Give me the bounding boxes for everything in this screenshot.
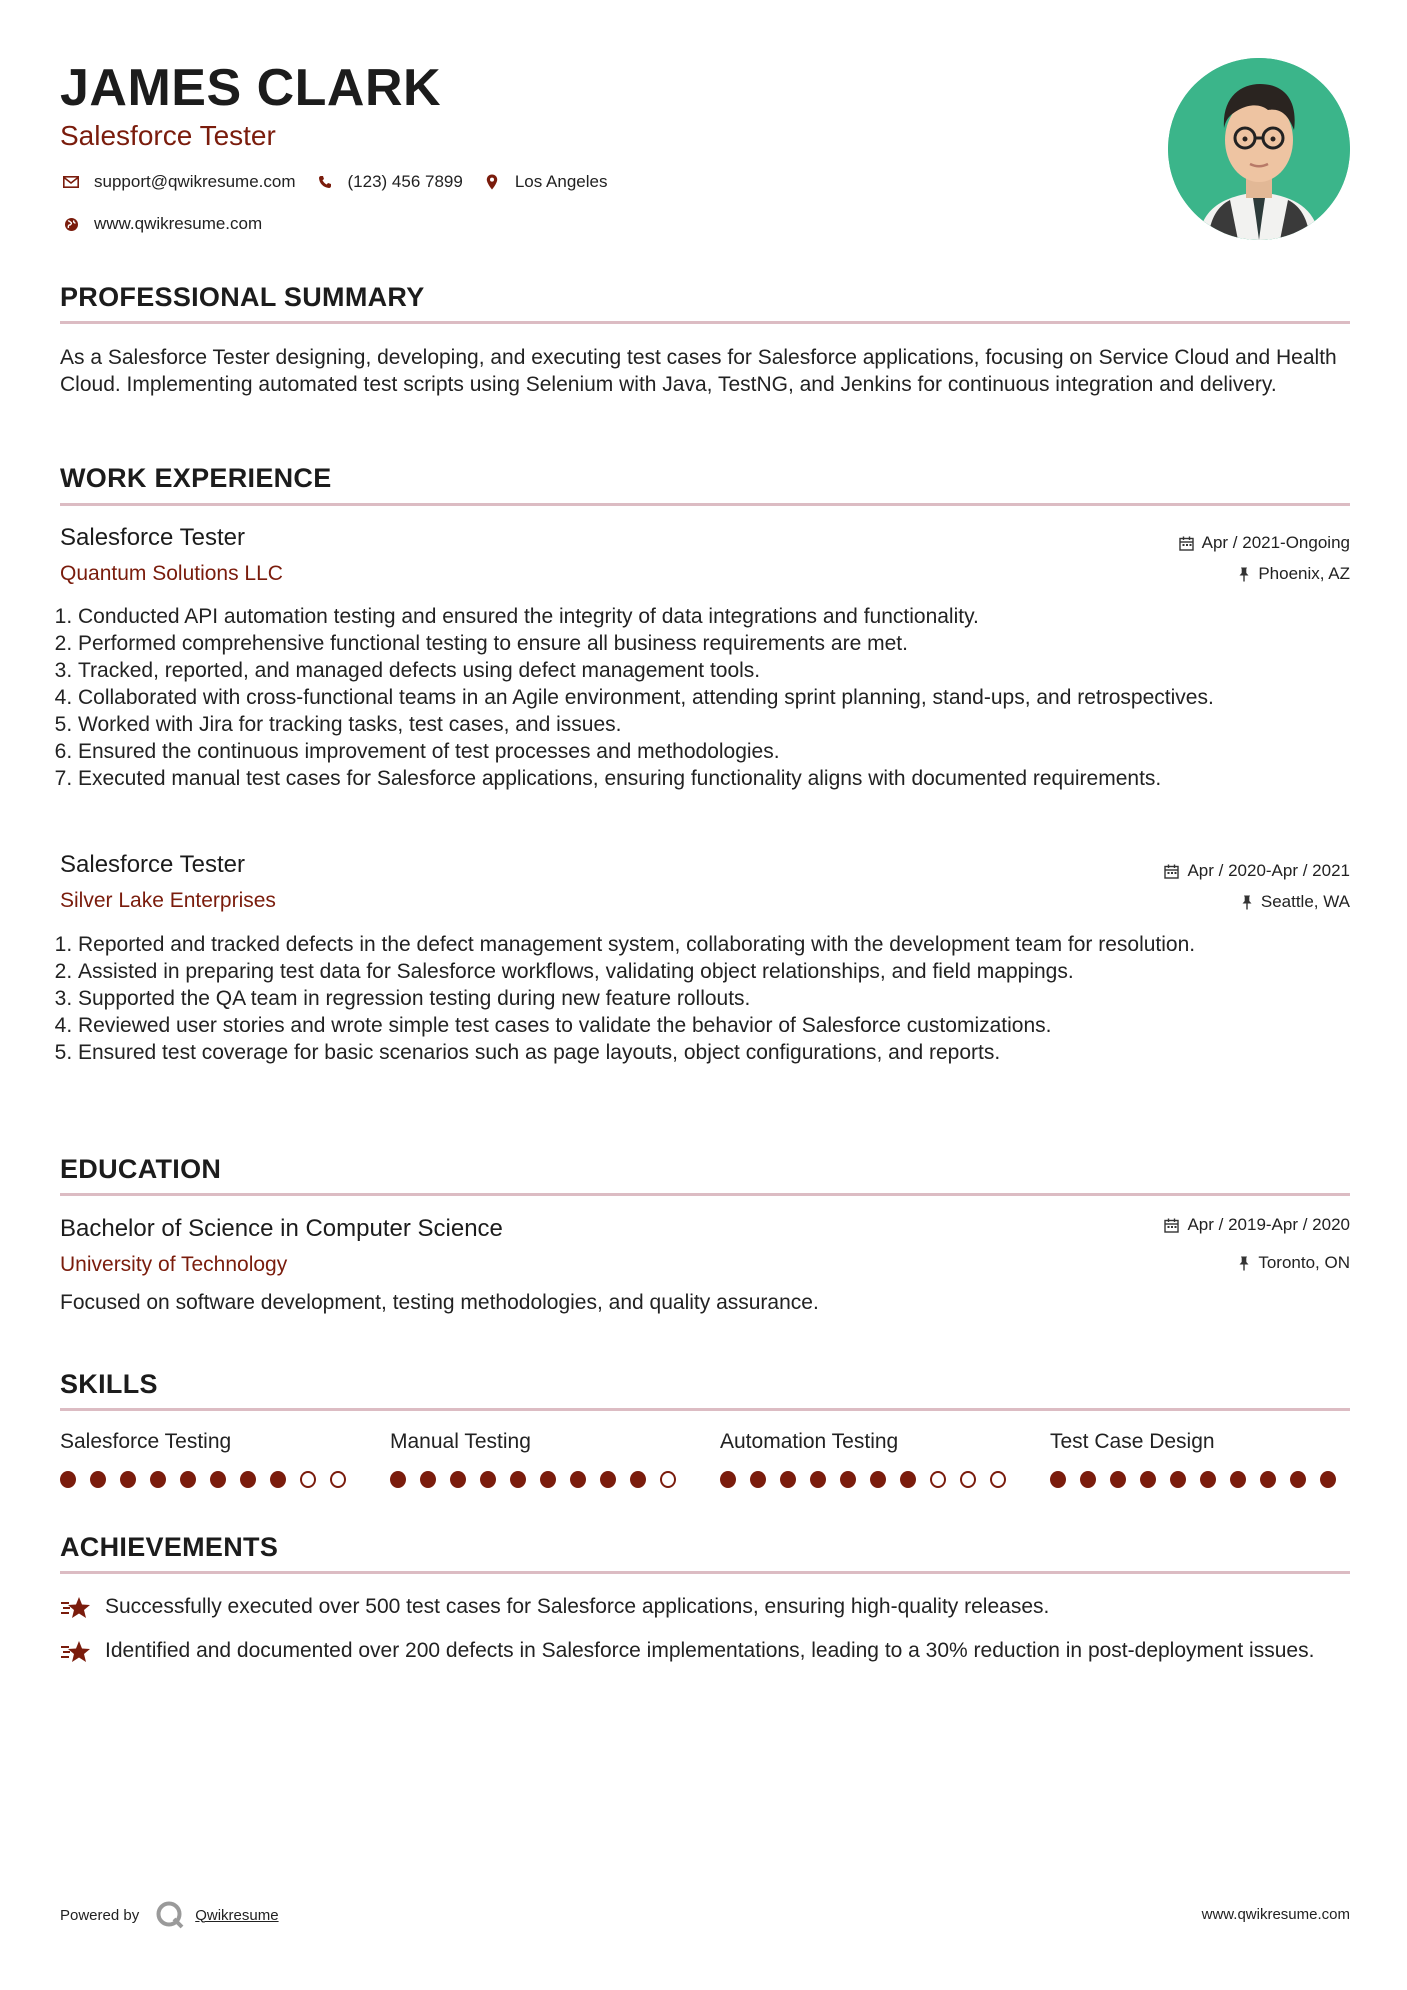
section-divider	[60, 1571, 1350, 1574]
rating-dot-filled	[630, 1471, 646, 1488]
rating-dot-filled	[1320, 1471, 1336, 1488]
degree-title: Bachelor of Science in Computer Science	[60, 1215, 503, 1242]
list-item: 7. Executed manual test cases for Salesforce applications, ensuring functionality aligns with documented requirements.	[78, 765, 1350, 792]
rating-dot-filled	[780, 1471, 796, 1488]
section-title-achievements: ACHIEVEMENTS	[60, 1532, 279, 1562]
section-divider	[60, 503, 1350, 506]
rating-dot-filled	[240, 1471, 256, 1488]
map-pin-icon	[481, 172, 503, 192]
rating-dot-empty	[990, 1471, 1006, 1488]
rating-dot-filled	[390, 1471, 406, 1488]
rating-dot-empty	[960, 1471, 976, 1488]
rating-dot-filled	[150, 1471, 166, 1488]
pushpin-icon	[1238, 567, 1250, 582]
skill-item	[720, 1430, 1020, 1488]
education-date	[1164, 1215, 1350, 1235]
rating-dot-filled	[480, 1471, 496, 1488]
rating-dot-filled	[210, 1471, 226, 1488]
rating-dot-filled	[720, 1471, 736, 1488]
candidate-name: JAMES CLARK	[60, 59, 442, 117]
list-item: 4. Collaborated with cross-functional teams in an Agile environment, attending sprint planning, stand-ups, and retrospectives.	[78, 684, 1350, 711]
education-location	[1238, 1253, 1350, 1273]
achievement-text: Identified and documented over 200 defects in Salesforce implementations, leading to a 30% reduction in post-deployment issues.	[105, 1639, 1315, 1662]
pushpin-icon	[1238, 1256, 1250, 1271]
rating-dot-filled	[420, 1471, 436, 1488]
skill-item	[390, 1430, 690, 1488]
rating-dot-filled	[1110, 1471, 1126, 1488]
email-text: support@qwikresume.com	[94, 172, 296, 191]
rating-dot-filled	[1290, 1471, 1306, 1488]
section-title-education: EDUCATION	[60, 1154, 222, 1184]
job-title: Salesforce Tester	[60, 851, 245, 878]
section-title-experience: WORK EXPERIENCE	[60, 463, 332, 493]
list-item: 6. Ensured the continuous improvement of test processes and methodologies.	[78, 738, 1350, 765]
calendar-icon	[1164, 1218, 1179, 1233]
rating-dot-filled	[870, 1471, 886, 1488]
job-location-text: Phoenix, AZ	[1258, 564, 1350, 583]
achievement-text: Successfully executed over 500 test cases for Salesforce applications, ensuring high-quality releases.	[105, 1595, 1050, 1618]
list-item: 5. Ensured test coverage for basic scenarios such as page layouts, object configurations, and reports.	[78, 1039, 1350, 1066]
rating-dot-filled	[120, 1471, 136, 1488]
rating-dot-filled	[1050, 1471, 1066, 1488]
list-item: 3. Supported the QA team in regression testing during new feature rollouts.	[78, 985, 1350, 1012]
envelope-icon	[60, 172, 82, 192]
job-date-text: Apr / 2021-Ongoing	[1201, 533, 1350, 552]
rating-dot-filled	[1260, 1471, 1276, 1488]
footer-powered-by	[60, 1900, 279, 1930]
skill-rating	[1050, 1471, 1350, 1488]
education-date-text: Apr / 2019-Apr / 2020	[1187, 1215, 1350, 1234]
contact-row-secondary	[60, 214, 280, 234]
contact-email[interactable]	[60, 172, 296, 192]
achievement-item	[60, 1637, 1350, 1672]
job-title: Salesforce Tester	[60, 524, 245, 551]
pushpin-icon	[1241, 895, 1253, 910]
portrait-illustration	[1168, 58, 1350, 240]
rating-dot-filled	[810, 1471, 826, 1488]
qwikresume-link[interactable]: Qwikresume	[195, 1906, 279, 1924]
job-duties-list	[60, 931, 1350, 1066]
rating-dot-filled	[60, 1471, 76, 1488]
powered-by-label: Powered by	[60, 1906, 140, 1924]
rating-dot-filled	[510, 1471, 526, 1488]
skill-rating	[720, 1471, 1020, 1488]
rating-dot-empty	[330, 1471, 346, 1488]
calendar-icon	[1164, 864, 1179, 879]
skill-rating	[390, 1471, 690, 1488]
contact-website[interactable]	[60, 214, 262, 234]
rating-dot-empty	[300, 1471, 316, 1488]
rating-dot-filled	[840, 1471, 856, 1488]
section-divider	[60, 1408, 1350, 1411]
phone-icon	[314, 172, 336, 192]
list-item: 4. Reviewed user stories and wrote simple test cases to validate the behavior of Salesforce customizations.	[78, 1012, 1350, 1039]
rating-dot-filled	[1080, 1471, 1096, 1488]
rating-dot-filled	[570, 1471, 586, 1488]
rating-dot-empty	[930, 1471, 946, 1488]
job-location-text: Seattle, WA	[1260, 892, 1350, 911]
section-divider	[60, 321, 1350, 324]
rating-dot-filled	[90, 1471, 106, 1488]
job-company: Silver Lake Enterprises	[60, 889, 276, 912]
rating-dot-filled	[1170, 1471, 1186, 1488]
star-award-icon	[60, 1637, 105, 1672]
rating-dot-filled	[600, 1471, 616, 1488]
education-location-text: Toronto, ON	[1258, 1253, 1350, 1272]
achievement-item	[60, 1593, 1350, 1628]
contact-location	[481, 172, 608, 192]
skill-name: Manual Testing	[390, 1430, 531, 1453]
location-text: Los Angeles	[514, 172, 608, 191]
school-name: University of Technology	[60, 1253, 288, 1276]
calendar-icon	[1179, 536, 1194, 551]
list-item: 2. Assisted in preparing test data for Salesforce workflows, validating object relationships, and field mappings.	[78, 958, 1350, 985]
job-date	[1179, 533, 1350, 553]
list-item: 2. Performed comprehensive functional testing to ensure all business requirements are met.	[78, 630, 1350, 657]
star-award-icon	[60, 1593, 105, 1628]
job-location	[1241, 892, 1350, 912]
section-title-summary: PROFESSIONAL SUMMARY	[60, 282, 425, 312]
rating-dot-filled	[450, 1471, 466, 1488]
profile-photo	[1168, 58, 1350, 240]
section-title-skills: SKILLS	[60, 1369, 158, 1399]
rating-dot-filled	[180, 1471, 196, 1488]
education-description: Focused on software development, testing methodologies, and quality assurance.	[60, 1291, 819, 1314]
skill-rating	[60, 1471, 360, 1488]
list-item: 1. Conducted API automation testing and ensured the integrity of data integrations and functionality.	[78, 603, 1350, 630]
job-location	[1238, 564, 1350, 584]
rating-dot-filled	[900, 1471, 916, 1488]
list-item: 5. Worked with Jira for tracking tasks, test cases, and issues.	[78, 711, 1350, 738]
job-date	[1164, 861, 1350, 881]
contact-phone[interactable]	[314, 172, 463, 192]
summary-text: As a Salesforce Tester designing, developing, and executing test cases for Salesforce applications, focusing on Service Cloud and Health Cloud. Implementing automated test scripts using Selenium with Java, TestNG, and Jenkins for continuous integration and delivery.	[60, 346, 1337, 396]
skill-name: Salesforce Testing	[60, 1430, 232, 1453]
section-divider	[60, 1193, 1350, 1196]
job-company: Quantum Solutions LLC	[60, 562, 283, 585]
skill-item	[1050, 1430, 1350, 1488]
job-duties-list	[60, 603, 1350, 792]
website-text: www.qwikresume.com	[94, 214, 263, 233]
rating-dot-filled	[1140, 1471, 1156, 1488]
rating-dot-empty	[660, 1471, 676, 1488]
list-item: 3. Tracked, reported, and managed defects using defect management tools.	[78, 657, 1350, 684]
rating-dot-filled	[540, 1471, 556, 1488]
footer-website[interactable]: www.qwikresume.com	[1201, 1906, 1350, 1923]
candidate-role: Salesforce Tester	[60, 120, 276, 151]
phone-text: (123) 456 7899	[347, 172, 463, 191]
rating-dot-filled	[1200, 1471, 1216, 1488]
rating-dot-filled	[270, 1471, 286, 1488]
globe-icon	[60, 214, 82, 234]
list-item: 1. Reported and tracked defects in the defect management system, collaborating with the development team for resolution.	[78, 931, 1350, 958]
contact-row-primary	[60, 172, 625, 192]
skill-name: Automation Testing	[720, 1430, 899, 1453]
rating-dot-filled	[1230, 1471, 1246, 1488]
job-date-text: Apr / 2020-Apr / 2021	[1187, 861, 1350, 880]
rating-dot-filled	[750, 1471, 766, 1488]
skill-name: Test Case Design	[1050, 1430, 1215, 1453]
qwikresume-logo-icon	[155, 1900, 185, 1930]
skill-item	[60, 1430, 360, 1488]
